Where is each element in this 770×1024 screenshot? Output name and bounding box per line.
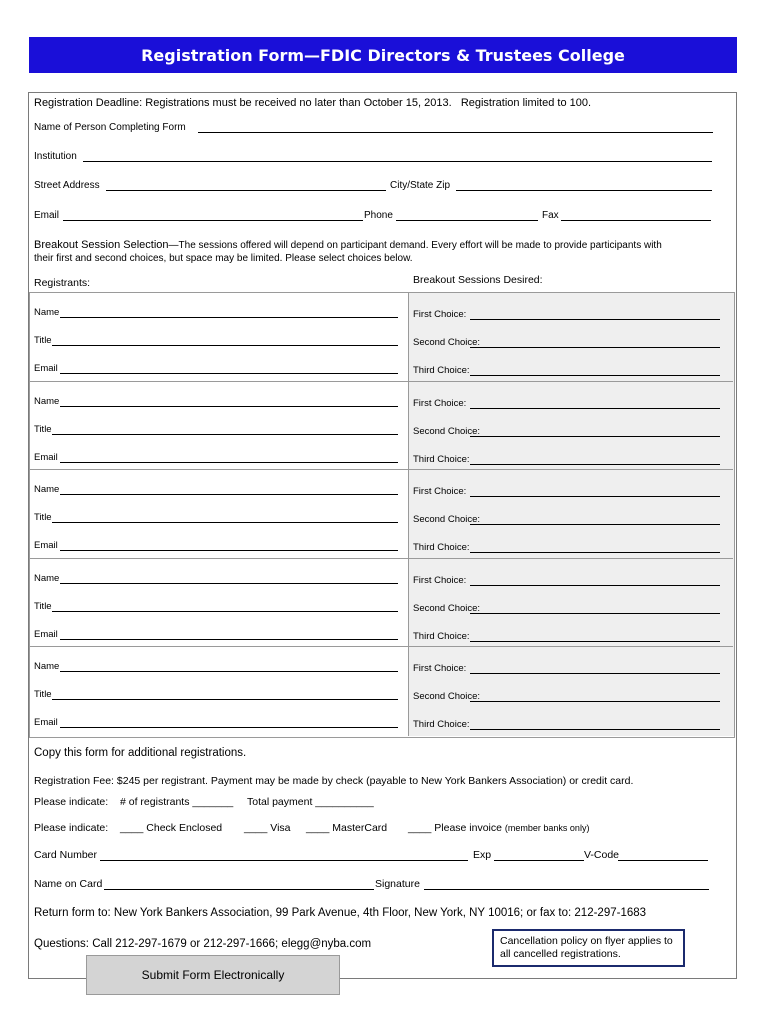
registrant-email-label: Email <box>34 363 58 374</box>
registrant-email-field[interactable] <box>60 373 398 374</box>
invoice-label: ____ Please invoice <box>408 822 502 834</box>
third-choice-field[interactable] <box>470 641 720 642</box>
indicate1-label: Please indicate: <box>34 796 109 808</box>
num-registrants-field[interactable]: # of registrants _______ <box>120 796 234 808</box>
registrant-table-divider <box>408 292 409 736</box>
deadline-label: Registration Deadline: <box>34 97 143 109</box>
third-choice-label: Third Choice: <box>413 453 470 465</box>
invoice-note: (member banks only) <box>504 823 590 833</box>
second-choice-field[interactable] <box>470 701 720 702</box>
registrant-name-field[interactable] <box>60 583 398 584</box>
registrant-separator <box>29 646 733 647</box>
third-choice-field[interactable] <box>470 729 720 730</box>
registrant-email-field[interactable] <box>60 727 398 728</box>
sessions-label: Breakout Sessions Desired: <box>413 274 543 286</box>
cancellation-note: Cancellation policy on flyer applies to all cancelled registrations. <box>492 929 685 967</box>
first-choice-field[interactable] <box>470 673 720 674</box>
registrant-title-field[interactable] <box>52 434 398 435</box>
third-choice-label: Third Choice: <box>413 630 470 642</box>
page-title: Registration Form—FDIC Directors & Trustees College <box>141 45 625 65</box>
card-number-label: Card Number <box>34 849 98 861</box>
exp-label: Exp <box>473 849 492 861</box>
third-choice-field[interactable] <box>470 552 720 553</box>
second-choice-label: Second Choice: <box>413 337 481 348</box>
breakout-title: Breakout Session Selection <box>34 239 169 251</box>
registrant-title-label: Title <box>34 600 52 612</box>
deadline-row <box>34 97 591 109</box>
return-label: Return form to: <box>34 907 111 919</box>
fee-label: Registration Fee: <box>34 775 114 787</box>
breakout-desc1: —The sessions offered will depend on participant demand. Every effort will be made to provide participants with <box>168 240 662 251</box>
first-choice-field[interactable] <box>470 496 720 497</box>
total-payment-field[interactable]: Total payment __________ <box>247 796 374 808</box>
card-name-field[interactable] <box>104 889 374 890</box>
second-choice-field[interactable] <box>470 613 720 614</box>
limit-text: Registration limited to 100. <box>460 97 592 109</box>
registrant-title-label: Title <box>34 335 52 346</box>
registrant-name-field[interactable] <box>60 317 398 318</box>
registrant-name-field[interactable] <box>60 494 398 495</box>
deadline-text: Registrations must be received no later than October 15, 2013. <box>145 97 452 109</box>
second-choice-field[interactable] <box>470 436 720 437</box>
return-text: New York Bankers Association, 99 Park Avenue, 4th Floor, New York, NY 10016; or fax to: <box>113 907 572 919</box>
first-choice-label: First Choice: <box>413 574 467 586</box>
email-label: Email <box>34 210 60 221</box>
registrant-email-label: Email <box>34 717 58 729</box>
first-choice-label: First Choice: <box>413 397 467 409</box>
fee-row <box>34 775 633 787</box>
registrant-title-field[interactable] <box>52 522 398 523</box>
registrant-name-label: Name <box>34 661 60 673</box>
registrant-name-label: Name <box>34 395 60 407</box>
fee-text: $245 per registrant. Payment may be made by check (payable to New York Bankers Association) or credit card. <box>116 775 634 787</box>
registrant-separator <box>29 558 733 559</box>
registrant-name-field[interactable] <box>60 671 398 672</box>
first-choice-label: First Choice: <box>413 309 467 320</box>
registrant-email-field[interactable] <box>60 462 398 463</box>
submit-label: Submit Form Electronically <box>141 968 285 982</box>
registrant-title-field[interactable] <box>52 699 398 700</box>
check-enclosed-option[interactable]: ____ Check Enclosed <box>120 822 223 834</box>
registrant-separator <box>29 469 733 470</box>
email-field[interactable] <box>63 220 363 221</box>
indicate2-label: Please indicate: <box>34 822 109 834</box>
vcode-label: V-Code <box>584 849 620 861</box>
registrant-name-label: Name <box>34 484 60 496</box>
third-choice-label: Third Choice: <box>413 365 470 376</box>
third-choice-label: Third Choice: <box>413 542 470 554</box>
registrant-name-label: Name <box>34 307 60 318</box>
registrant-title-label: Title <box>34 423 52 435</box>
first-choice-field[interactable] <box>470 585 720 586</box>
registrant-name-field[interactable] <box>60 406 398 407</box>
first-choice-label: First Choice: <box>413 486 467 498</box>
third-choice-label: Third Choice: <box>413 719 470 731</box>
first-choice-label: First Choice: <box>413 663 467 675</box>
submit-button[interactable] <box>86 955 340 995</box>
second-choice-field[interactable] <box>470 347 720 348</box>
completer-name-field[interactable] <box>198 132 713 133</box>
copy-note: Copy this form for additional registrations. <box>34 747 247 759</box>
mastercard-option[interactable]: ____ MasterCard <box>306 822 388 834</box>
registrant-title-field[interactable] <box>52 345 398 346</box>
second-choice-label: Second Choice: <box>413 514 481 526</box>
fax-label: Fax <box>542 210 559 221</box>
second-choice-label: Second Choice: <box>413 425 481 437</box>
street-label: Street Address <box>34 180 100 191</box>
institution-field[interactable] <box>83 161 712 162</box>
questions-row <box>34 938 371 950</box>
citystate-field[interactable] <box>456 190 712 191</box>
phone-label: Phone <box>364 210 393 221</box>
third-choice-field[interactable] <box>470 464 720 465</box>
card-name-label: Name on Card <box>34 878 103 890</box>
registrants-label: Registrants: <box>34 277 91 289</box>
second-choice-field[interactable] <box>470 524 720 525</box>
registrant-separator <box>29 381 733 382</box>
signature-field[interactable] <box>424 889 709 890</box>
registrant-title-label: Title <box>34 512 52 524</box>
registrant-title-label: Title <box>34 689 52 701</box>
phone-field[interactable] <box>396 220 538 221</box>
breakout-desc-line1 <box>34 239 662 251</box>
form-title-banner <box>29 37 737 73</box>
first-choice-field[interactable] <box>470 319 720 320</box>
registrant-email-label: Email <box>34 628 58 640</box>
registrant-title-field[interactable] <box>52 611 398 612</box>
questions-text: Call 212-297-1679 or 212-297-1666; elegg@nyba.com <box>92 938 372 950</box>
registrant-email-field[interactable] <box>60 639 398 640</box>
signature-label: Signature <box>375 878 420 890</box>
registrant-name-label: Name <box>34 572 60 584</box>
questions-label: Questions: <box>34 938 89 950</box>
invoice-option[interactable] <box>408 822 589 834</box>
completer-name-label: Name of Person Completing Form <box>34 122 186 133</box>
citystate-label: City/State Zip <box>390 180 451 191</box>
exp-field[interactable] <box>494 860 584 861</box>
vcode-field[interactable] <box>618 860 708 861</box>
registrant-email-label: Email <box>34 451 58 463</box>
fax-field[interactable] <box>561 220 711 221</box>
registrant-email-label: Email <box>34 540 58 552</box>
second-choice-label: Second Choice: <box>413 602 481 614</box>
second-choice-label: Second Choice: <box>413 691 481 703</box>
registrant-email-field[interactable] <box>60 550 398 551</box>
card-number-field[interactable] <box>100 860 468 861</box>
third-choice-field[interactable] <box>470 375 720 376</box>
return-fax: 212-297-1683 <box>574 907 647 919</box>
institution-label: Institution <box>34 151 77 162</box>
visa-option[interactable]: ____ Visa <box>244 822 291 834</box>
street-field[interactable] <box>106 190 386 191</box>
return-row <box>34 907 646 919</box>
breakout-desc-line2: their first and second choices, but space may be limited. Please select choices below. <box>34 253 413 264</box>
first-choice-field[interactable] <box>470 408 720 409</box>
